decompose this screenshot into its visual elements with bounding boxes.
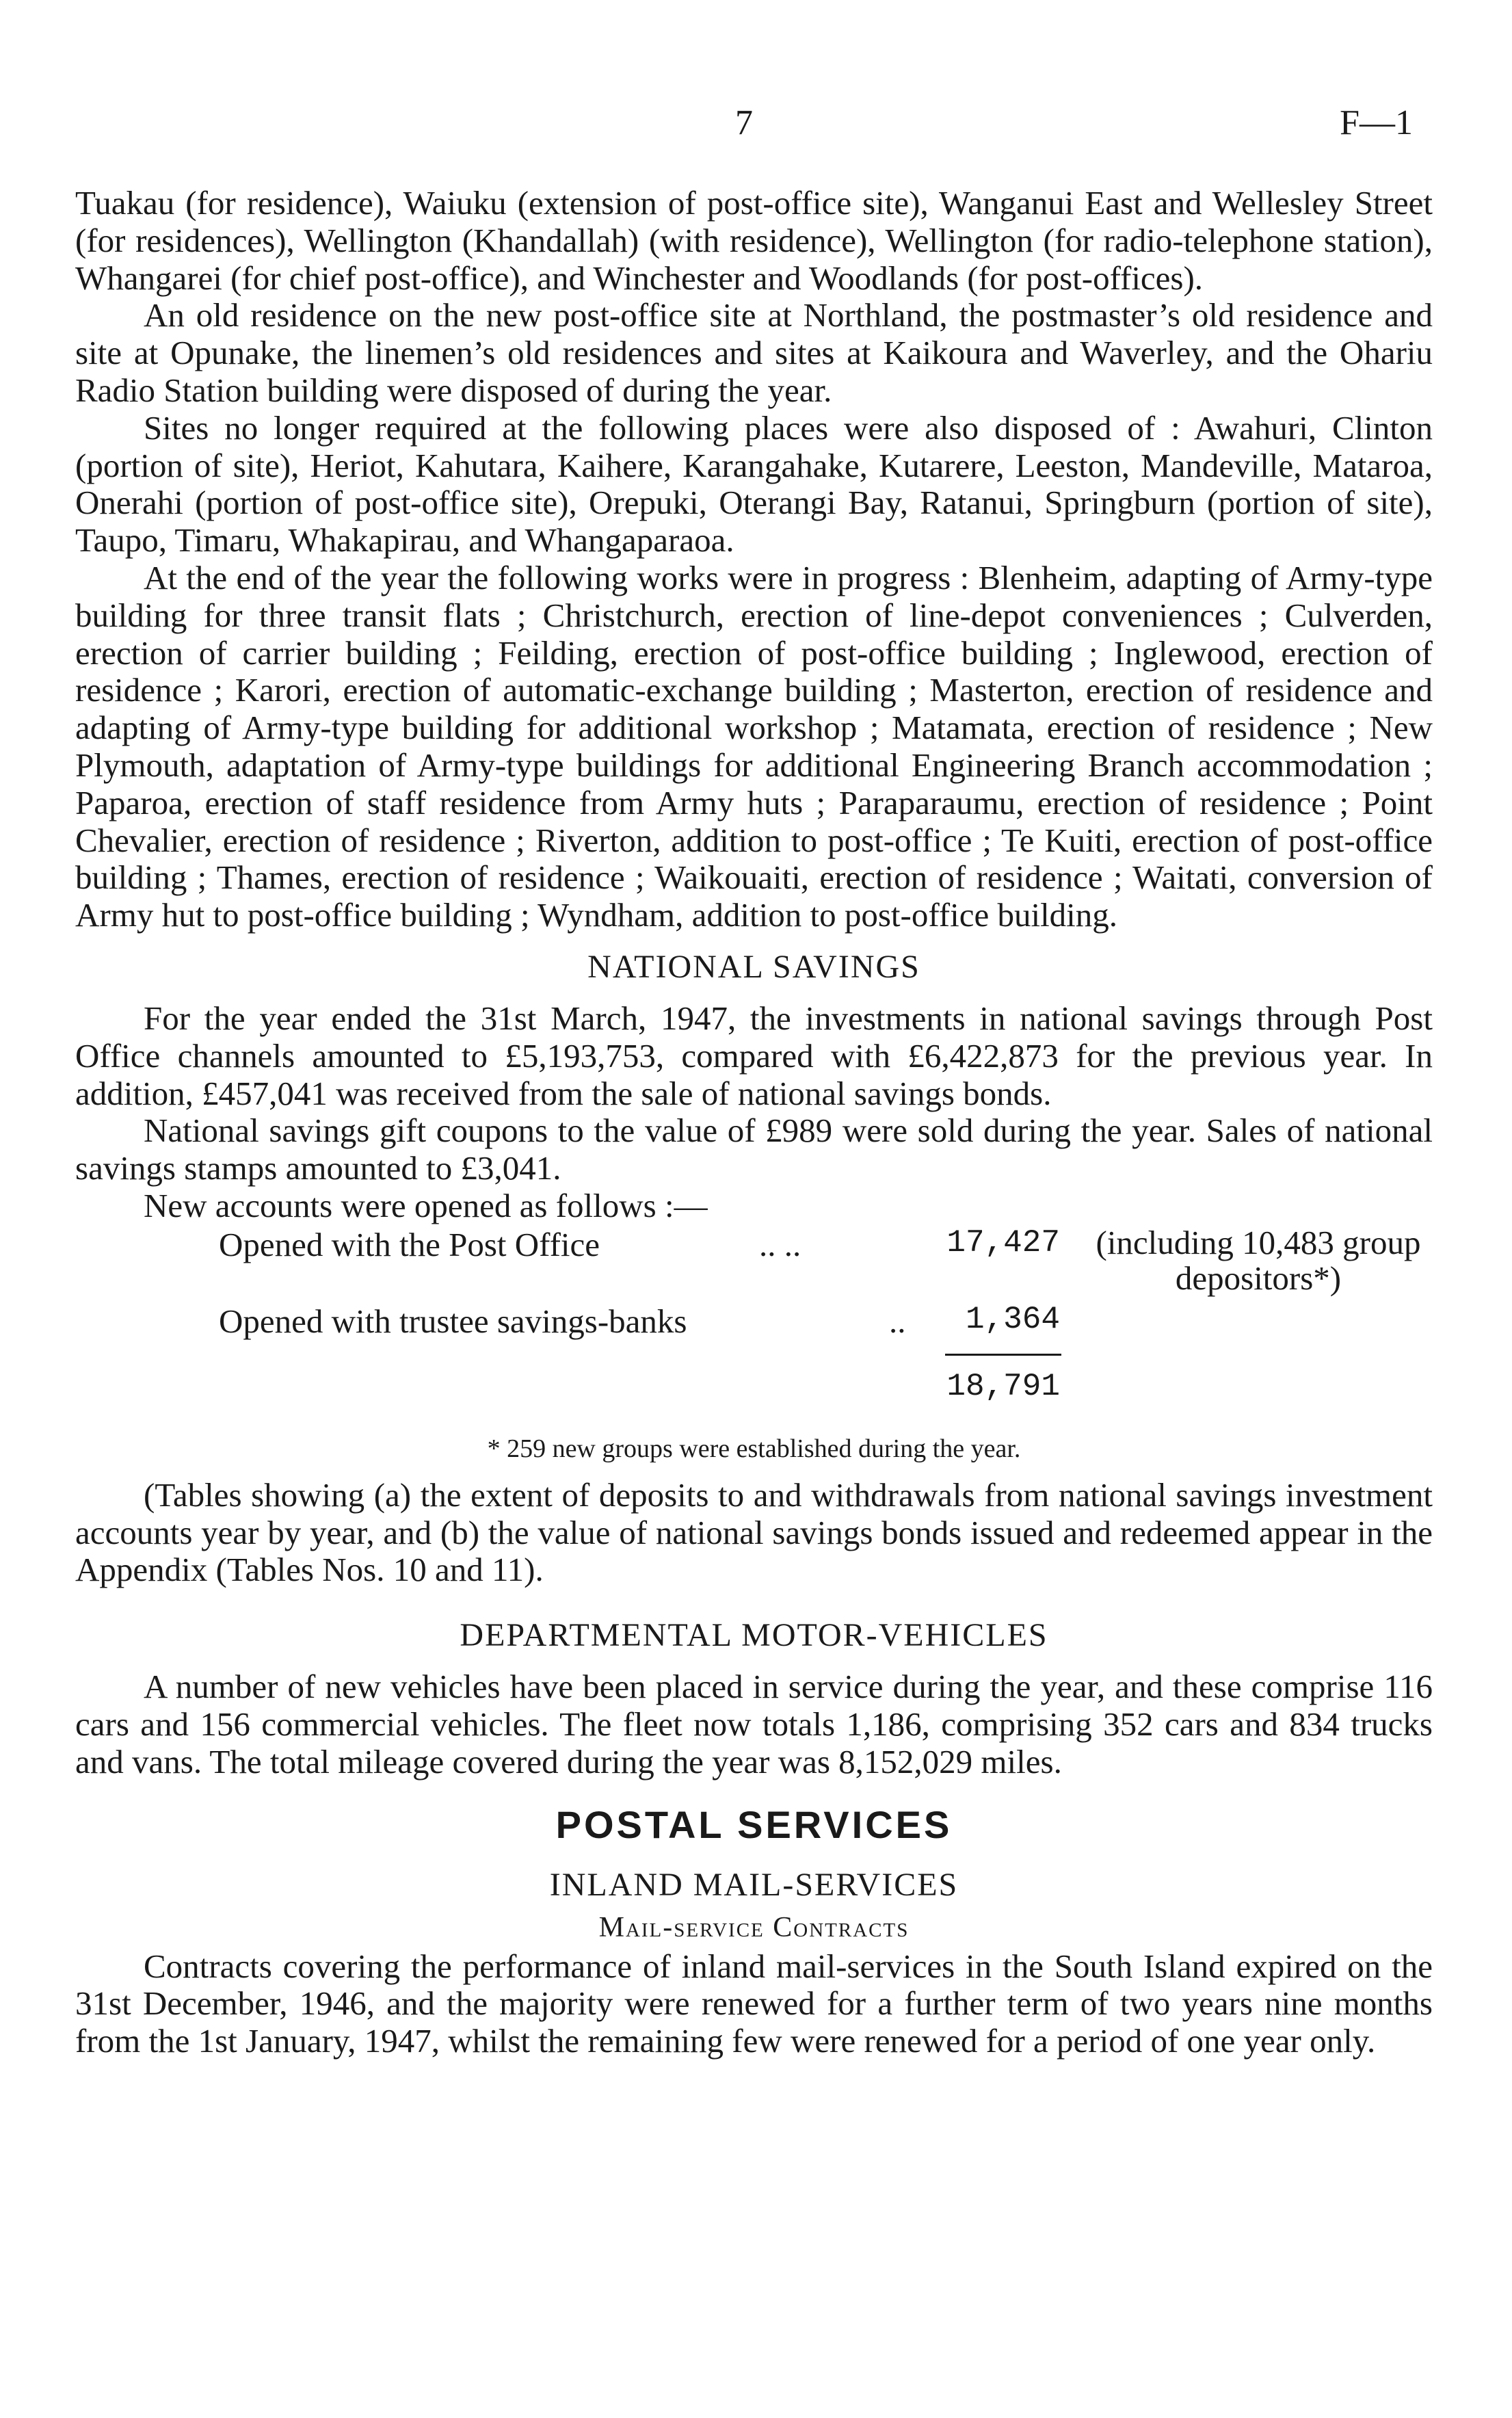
page-number: 7	[735, 103, 753, 142]
document-reference: F—1	[1340, 103, 1413, 142]
national-savings-paragraph-2: National savings gift coupons to the value of £989 were sold during the year. Sales of national savings stamps amounted to £3,041.	[75, 1112, 1433, 1187]
page-body	[75, 185, 1433, 2060]
accounts-row-label: Opened with trustee savings-banks	[219, 1302, 687, 1340]
intro-paragraph-3: Sites no longer required at the following places were also disposed of : Awahuri, Clinton (portion of site), Heriot, Kahutara, Kaihere, Karangahake, Kutarere, Leeston, Mandeville, Mataroa, Onerahi (portion of post-office site), Orepuki, Oterangi Bay, Ratanui, Springburn (portion of site), Taupo, Timaru, Whakapirau, and Whangaparaoa.	[75, 408, 1433, 560]
new-accounts-table	[75, 1225, 1433, 1430]
leader-dots: ..	[889, 1302, 906, 1340]
accounts-row-post-office	[75, 1223, 1433, 1297]
national-savings-paragraph-3: New accounts were opened as follows :—	[144, 1186, 708, 1224]
national-savings-heading: NATIONAL SAVINGS	[587, 948, 920, 985]
accounts-total: 18,791	[946, 1368, 1060, 1404]
national-savings-closing: (Tables showing (a) the extent of deposits to and withdrawals from national savings investment accounts year by year, and (b) the value of national savings bonds issued and redeemed appear in the Appendix (Tables Nos. 10 and 11).	[75, 1475, 1433, 1589]
postal-services-paragraph: Contracts covering the performance of inland mail-services in the South Island expired on the 31st December, 1946, and the majority were renewed for a further term of two years nine months from the 1st January, 1947, whilst the remaining few were renewed for a period of one year only.	[75, 1947, 1433, 2060]
mail-service-contracts-heading: Mail-service Contracts	[598, 1911, 910, 1943]
motor-vehicles-paragraph: A number of new vehicles have been placed in service during the year, and these comprise 116 cars and 156 commercial vehicles. The fleet now totals 1,186, comprising 352 cars and 834 trucks and vans. The total mileage covered during the year was 8,152,029 miles.	[75, 1668, 1433, 1780]
page-header	[0, 103, 1512, 150]
total-rule	[945, 1354, 1061, 1356]
accounts-row-label: Opened with the Post Office	[219, 1225, 600, 1263]
accounts-row-value: 17,427	[946, 1224, 1060, 1261]
national-savings-paragraph-1: For the year ended the 31st March, 1947, the investments in national savings through Post Office channels amounted to £5,193,753, compared with £6,422,873 for the previous year. In addition, £457,041 was received from the sale of national savings bonds.	[75, 999, 1433, 1112]
inland-mail-services-heading: INLAND MAIL-SERVICES	[549, 1866, 959, 1903]
motor-vehicles-heading: DEPARTMENTAL MOTOR-VEHICLES	[460, 1617, 1048, 1654]
intro-paragraph-1: Tuakau (for residence), Waiuku (extension of post-office site), Wanganui East and Wellesley Street (for residences), Wellington (Khandallah) (with residence), Wellington (for radio-telephone station), Whangarei (for chief post-office), and Winchester and Woodlands (for post-offices).	[75, 184, 1433, 297]
footnote: * 259 new groups were established during the year.	[487, 1434, 1021, 1463]
intro-paragraph-2: An old residence on the new post-office site at Northland, the postmaster’s old residence and site at Opunake, the linemen’s old residences and sites at Kaikoura and Waverley, and the Ohariu Radio Station building were disposed of during the year.	[75, 296, 1433, 409]
accounts-row-note: (including 10,483 group depositors*)	[1096, 1223, 1421, 1297]
postal-services-heading: POSTAL SERVICES	[555, 1802, 953, 1846]
accounts-row-value: 1,364	[965, 1301, 1060, 1337]
intro-paragraph-4: At the end of the year the following works were in progress : Blenheim, adapting of Army-type building for three transit flats ; Christchurch, erection of line-depot conveniences ; Culverden, erection of carrier building ; Feilding, erection of post-office building ; Inglewood, erection of residence ; Karori, erection of automatic-exchange building ; Masterton, erection of residence and adapting of Army-type building for additional workshop ; Matamata, erection of residence ; New Plymouth, adaptation of Army-type buildings for additional Engineering Branch accommodation ; Paparoa, erection of staff residence from Army huts ; Paraparaumu, erection of residence ; Point Chevalier, erection of residence ; Riverton, addition to post-office ; Te Kuiti, erection of post-office building ; Thames, erection of residence ; Waikouaiti, erection of residence ; Waitati, conversion of Army hut to post-office building ; Wyndham, addition to post-office building.	[75, 558, 1433, 934]
accounts-row-trustee	[75, 1302, 1433, 1340]
leader-dots: .. ..	[759, 1225, 801, 1263]
